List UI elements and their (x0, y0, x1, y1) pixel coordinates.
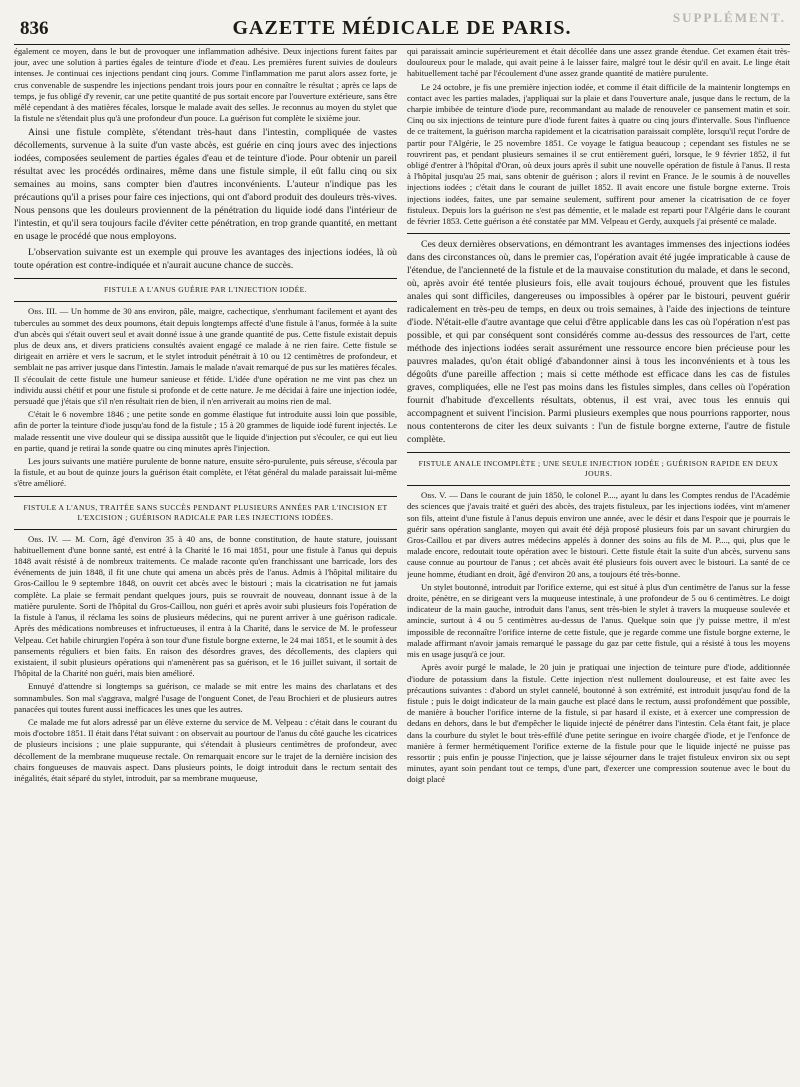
supplement-stamp: SUPPLÉMENT. (672, 10, 786, 25)
paragraph: Ennuyé d'attendre si longtemps sa guérison, ce malade se mit entre les mains des charlatans et des somnambules. Son mal s'aggrava, malgré l'usage de l'onguent Conet, de l'eau Brochieri et de plusieurs autres panacées qui toutes furent aussi inefficaces les unes que les autres. (14, 681, 397, 714)
paragraph: Ces deux dernières observations, en démontrant les avantages immenses des injections iodées dans des circonstances où, dans le premier cas, l'opération avait été jugée impraticable à cause de l'étendue, de l'ancienneté de la fistule et de la mauvaise constitution du malade, et dans le second, où, après avoir été tentée plusieurs fois, elle avait toujours échoué, prouvent que les fistules anales qui sont difficiles, dangereuses ou impossibles à opérer par le bistouri, peuvent guérir radicalement en très-peu de temps, en deux ou trois semaines, à l'aide des injections de teinture d'iode. N'était-elle d'autre avantage que celui d'être applicable dans les cas où l'opération n'est pas possible, et qui par conséquent sont considérés comme au-dessus des ressources de l'art, cette méthode des injections iodées serait assurément une ressource encore bien précieuse pour les pauvres malades, qu'on était obligé d'abandonner ainsi à tous les inconvénients et à tous les dégoûts d'une pareille affection ; mais si cette méthode est efficace dans les cas de fistules graves, compliquées, elle ne l'est pas moins dans les fistules simples, dans celles où l'opération fournit d'habitude d'excellents résultats, obtenus, il est vrai, avec tous les ennuis qui accompagnent et suivent l'incision. Parmi plusieurs exemples que nous pourrions rapporter, nous nous contenterons de citer les deux suivants : l'un de fistule borgne externe, l'autre de fistule complète. (407, 239, 790, 446)
paragraph: C'était le 6 novembre 1846 ; une petite sonde en gomme élastique fut introduite aussi loin que possible, afin de porter la teinture d'iode jusqu'au fond de la fistule ; 15 à 20 grammes de liquide iodé furent injectés. Le malade ressentit une vive douleur qui se dissipa aussitôt que le liquide d'injection put s'écouler, ce qui eut lieu en partie, quand je retirai la sonde quatre ou cinq minutes après l'injection. (14, 409, 397, 453)
page-header (14, 10, 790, 45)
paragraph: Un stylet boutonné, introduit par l'orifice externe, qui est situé à plus d'un centimètre de l'anus sur la fesse droite, pénètre, en se dirigeant vers la muqueuse intestinale, à une profondeur de 5 ou 6 centimètres. Le doigt indicateur de la main gauche, introduit dans l'anus, sent très-bien le stylet à travers la muqueuse soulevée et amincie, surtout à 4 ou 5 centimètres au-dessus de l'anus. Quelque soin que j'y puisse mettre, il m'est impossible de reconnaître l'orifice interne de cette fistule, que je regarde comme une fistule borgne externe, le malade affirmant n'avoir jamais remarqué le passage du gaz par cette fistule, qui a résisté à tous les moyens mis en usage jusqu'à ce jour. (407, 581, 790, 660)
paragraph: également ce moyen, dans le but de provoquer une inflammation adhésive. Deux injections furent faites par jour, avec une solution à parties égales de teinture d'iode et d'eau. Les premières furent suivies de douleurs intenses. Je continuai ces injections pendant cinq jours. Comme l'inflammation me parut alors assez forte, je crus convenable de suspendre les injections pendant trois jours pour en connaître le résultat ; après ce laps de temps, je fus obligé d'y revenir, car une petite quantité de pus sortait encore par l'ouverture extérieure, sans être mêlé cependant à des matières fécales, lorsque le malade avait des selles. Je reconnus au moyen du stylet que la fistule ne s'étendait plus qu'à une profondeur d'un pouce. La guérison fut complète le sixième jour. (14, 46, 397, 124)
observation-label: Obs. V. (421, 490, 447, 501)
paragraph: Ainsi une fistule complète, s'étendant très-haut dans l'intestin, compliquée de vastes décollements, survenue à la suite d'un vaste abcès, est guérie en cinq jours avec des injections iodées, composées seulement de parties égales d'eau et de teinture d'iode. Pour obtenir un pareil résultat avec les procédés ordinaires, même dans une fistule simple, il eût fallu cinq ou six semaines au moins, sans compter bien d'autres inconvénients. L'auteur n'indique pas les précautions qu'il a prises pour faire ces injections, qui ont d'abord produit des douleurs très-vives. Nous pensons que les douleurs proviennent de la pénétration du liquide iodé dans l'intérieur de l'intestin, et qu'il sera toujours facile d'éviter cette pénétration, en trop grande quantité, en mettant en usage le procédé que nous employons. (14, 127, 397, 243)
divider (14, 301, 397, 302)
section-heading: FISTULE A L'ANUS GUÉRIE PAR L'INJECTION IODÉE. (104, 285, 307, 295)
paragraph: Le 24 octobre, je fis une première injection iodée, et comme il était difficile de la maintenir longtemps en contact avec les parties malades, j'appliquai sur la plaie et dans l'ouverture anale, jusque dans le rectum, de la charpie imbibée de teinture d'iode pure, recommandant au malade de renouveler ce pansement matin et soir. Cinq ou six injections de teinture pure d'iode furent faites à quatre ou cinq jours d'intervalle. Sous l'influence de ce traitement, la guérison marcha rapidement et la cicatrisation paraissait complète, lorsqu'il reçut l'ordre de partir pour l'Algérie, le 25 novembre 1851. Ce voyage le fatigua beaucoup ; cependant ses fistules ne se rouvrirent pas, et pendant plusieurs semaines il se crut entièrement guéri, lorsque, le 9 février 1852, il fut obligé d'entrer à l'hôpital d'Oran, où deux jours après il subit une nouvelle opération de fistule à l'anus. Il resta à l'hôpital jusqu'au 25 mai, sans obtenir de guérison ; alors il revint en France. Je le soumis à de nouvelles injections iodées ; c'était dans le courant de juillet 1852. Il avait encore une fistule borgne externe. Trois injections iodées, faites, une par semaine seulement, suffirent pour amener la cicatrisation de ce foyer fistuleux. Depuis lors la guérison ne s'est pas démentie, et le malade est reparti pour l'Algérie dans le courant de février 1853. Cette guérison a été constatée par MM. Velpeau et Gerdy, auxquels j'ai présenté ce malade. (407, 81, 790, 227)
observation-label: Obs. IV. (28, 533, 59, 544)
section-heading: FISTULE A L'ANUS, TRAITÉE SANS SUCCÈS PENDANT PLUSIEURS ANNÉES PAR L'INCISION ET L'EXCISION ; GUÉRISON RADICALE PAR LES INJECTIONS IODÉES. (23, 502, 388, 522)
observation-text: — Un homme de 30 ans environ, pâle, maigre, cachectique, s'enrhumant facilement et ayant des tubercules au sommet des deux poumons, était depuis longtemps affecté d'une fistule à l'anus, formée à la suite d'un abcès qui s'était ouvert seul et avait donné issue à une grande quantité de pus. Cette fistule existait depuis plus de deux ans, et divers praticiens consultés avaient engagé ce malade à ne rien faire. Cette fistule se dirigeait en arrière et vers le sacrum, et le stylet introduit pénétrait à 10 ou 12 centimètres de profondeur, et semblait ne pas arriver jusque dans l'intestin. Jamais le malade n'avait remarqué de pus sur les matières fécales. Il s'écoulait de cette fistule une humeur sanieuse et fétide. L'idée d'une opération ne me vint pas chez un individu aussi chétif et pour une fistule si profonde et de cette nature. Je me décidai à faire une injection iodée, persuadé que j'étais que s'il n'en résultait rien de bien, il n'en arriverait au moins rien de mal. (14, 306, 397, 407)
paragraph: Après avoir purgé le malade, le 20 juin je pratiquai une injection de teinture pure d'iode, additionnée d'iodure de potassium dans la fistule. Cette injection n'est nullement douloureuse, et est faite avec les précautions suivantes : d'abord un stylet cannelé, boutonné à son extrémité, est introduit jusqu'au fond de la fistule ; puis le doigt indicateur de la main gauche est placé dans le rectum, aussi profondément que possible, de manière à boucher l'orifice interne de la fistule, si par hasard il existe, et à exercer une compression de dedans en dehors, dans le but d'empêcher le liquide injecté de pénétrer dans l'intestin. Cela étant fait, je place dans la courbure du stylet le bout très-effilé d'une petite seringue en ivoire chargée d'iode, et je l'enfonce de manière à fermer hermétiquement l'orifice externe de la fistule pour que le liquide injecté ne puisse pas ressortir ; puis enfin je pousse l'injection, que je laisse séjourner dans le trajet fistuleux environ six ou sept minutes, ayant soin pendant tout ce temps, d'une part, d'exercer une compression soutenue avec le bout du doigt placé (407, 662, 790, 785)
text-columns (14, 46, 790, 1081)
left-column (14, 46, 397, 1081)
observation-label: Obs. III. (28, 306, 58, 317)
paragraph: qui paraissait amincie supérieurement et était décollée dans une assez grande étendue. Cet examen était très-douloureux pour le malade, qui avait peine à le laisser faire, malgré tout le désir qu'il en avait. Le linge était habituellement taché par l'écoulement d'une assez grande quantité de matière purulente. (407, 46, 790, 79)
observation-text: — M. Corn, âgé d'environ 35 à 40 ans, de bonne constitution, de haute stature, jouissant habituellement d'une bonne santé, est entré à la Charité le 16 mai 1851, pour une fistule à l'anus qui depuis 1848 avait résisté à de nombreux traitements. Ce malade raconte qu'en franchissant une barricade, lors des événements de juin 1848, il fit une chute qui amena un abcès près de l'anus. Admis à l'hôpital militaire du Gros-Caillou le 9 septembre 1848, on ouvrit cet abcès avec le bistouri ; mais la cicatrisation ne fut jamais complète. La plaie se fermait pendant quelques jours, puis se rouvrait de nouveau, donnant issue à de la matière purulente. Sorti de l'hôpital du Gros-Caillou, non guéri et après avoir subi plusieurs fois l'opération de la fistule à l'anus, il réclama les soins de plusieurs médecins, qui ne purent arriver à une guérison radicale. Après des médications nombreuses et infructueuses, il entra à la Charité, dans le service de M. le professeur Velpeau. Cet habile chirurgien l'opéra à son tour d'une fistule borgne externe, le 24 mai 1851, et le soumit à des pansements réguliers et bien faits. En raison des désordres graves, des décollements, des clapiers qui existaient, il subit plusieurs opérations qui n'amenèrent pas sa guérison, et le 16 juillet suivant, il sortait de l'hôpital de la Charité non guéri, mais bien amélioré. (14, 533, 397, 679)
observation-paragraph (14, 534, 397, 680)
paragraph: L'observation suivante est un exemple qui prouve les avantages des injections iodées, là où toute opération est contre-indiquée et n'aurait aucune chance de succès. (14, 247, 397, 272)
paragraph: Ce malade me fut alors adressé par un élève externe du service de M. Velpeau : c'était dans le courant du mois d'octobre 1851. Il était dans l'état suivant : on observait au pourtour de l'anus du côté gauche les cicatrices de plusieurs incisions ; une plaie suppurante, qui s'étendait à plusieurs centimètres de profondeur, avec décollement de la membrane muqueuse rectale. On remarquait encore sur le trajet de la dernière incision des chairs fongueuses de mauvais aspect. Dans plusieurs points, le doigt introduit dans le rectum sentait des inégalités, était séparé du stylet, introduit, par sa membrane muqueuse, (14, 716, 397, 783)
observation-text: — Dans le courant de juin 1850, le colonel P...., ayant lu dans les Comptes rendus de l'Académie des sciences que j'avais traité et guéri des abcès, des trajets fistuleux, par les injections iodées, vint m'amener son fils, atteint d'une fistule à l'anus depuis environ une année, avec le désir et dans l'espoir que je pourrais le guérir sans opération sanglante, moyen qui avait été déjà proposé plusieurs fois par un savant chirurgien du Gros-Caillou et par divers autres médecins appelés à donner des soins au fils de M. P...., qui, plus que le malade encore, redoutait toute opération avec le bistouri. Cette fistule était la suite d'un abcès, survenu sans cause connue au pourtour de l'anus ; cet abcès avait été plusieurs fois ouvert avec le bistouri. La santé de ce jeune homme, étudiant en droit, âgé d'environ 20 ans, a toujours été très-bonne. (407, 490, 790, 579)
divider (14, 278, 397, 279)
section-heading: FISTULE ANALE INCOMPLÈTE ; UNE SEULE INJECTION IODÉE ; GUÉRISON RAPIDE EN DEUX JOURS. (418, 459, 779, 479)
divider (407, 452, 790, 453)
divider (407, 233, 790, 234)
paragraph: Les jours suivants une matière purulente de bonne nature, ensuite séro-purulente, puis séreuse, s'écoula par la fistule, et au bout de quinze jours la guérison était complète, et l'état général du malade paraissait lui-même s'être amélioré. (14, 456, 397, 489)
divider (407, 485, 790, 486)
right-column (407, 46, 790, 1081)
divider (14, 529, 397, 530)
divider (14, 496, 397, 497)
observation-paragraph (407, 490, 790, 580)
page-number: 836 (20, 18, 49, 39)
journal-title: GAZETTE MÉDICALE DE PARIS. (232, 17, 572, 39)
observation-paragraph (14, 306, 397, 407)
